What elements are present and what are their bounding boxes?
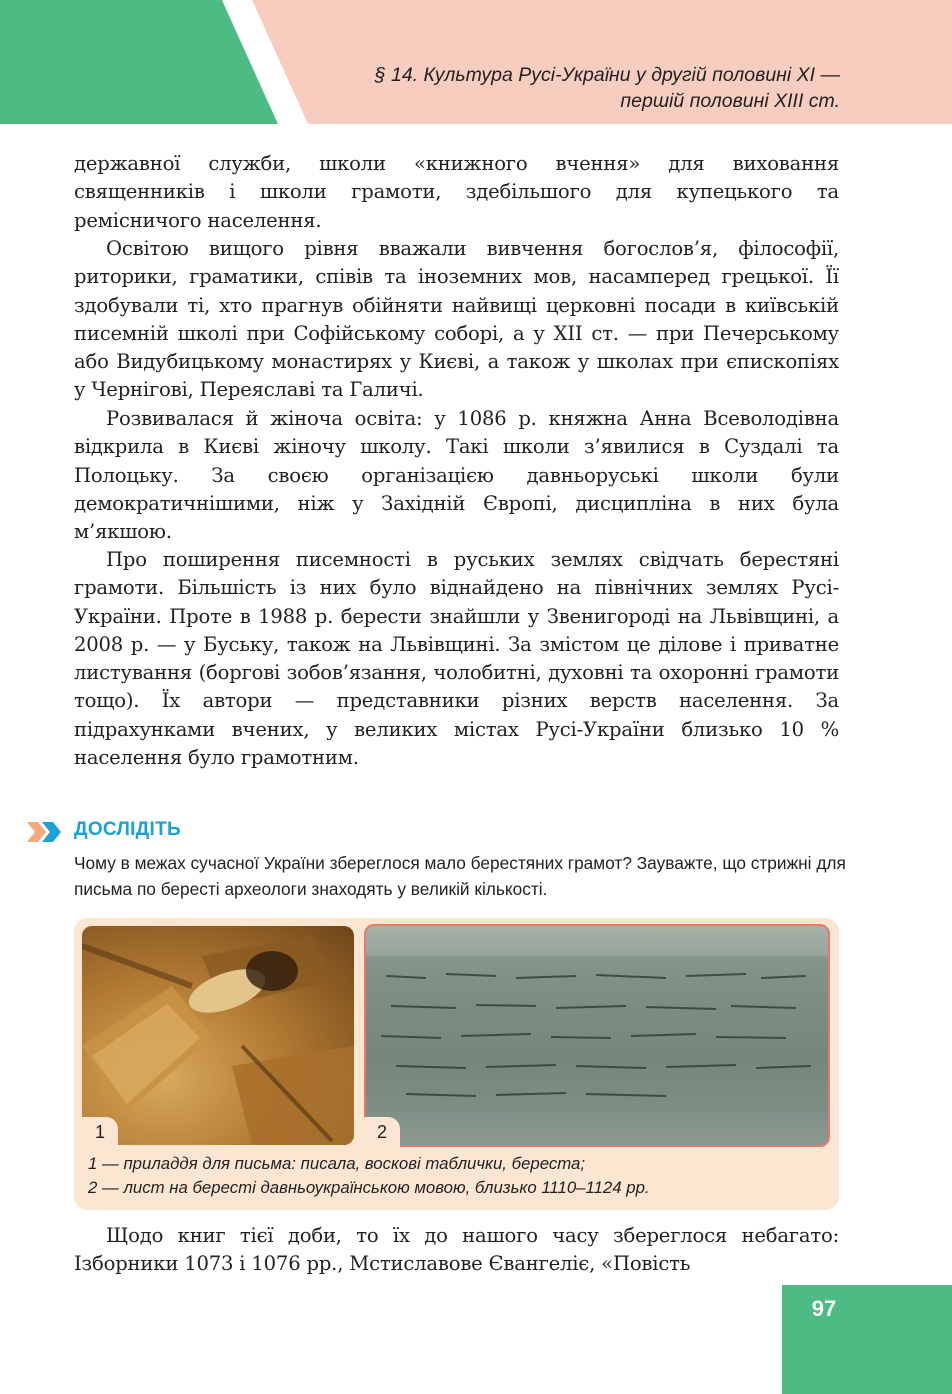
page-number: 97: [811, 1296, 837, 1321]
chevron-arrows-icon: [27, 820, 67, 844]
birchbark-letter-photo: [364, 924, 830, 1147]
figure-caption: [88, 1152, 828, 1200]
paragraph-2: Освітою вищого рівня вважали вивчення богослов’я, філософії, риторики, граматики, співів та іноземних мов, насамперед грецької. Її здобували ті, хто прагнув обійняти найвищі церковні посади в київській писемній школі при Софійському соборі, а у XII ст. — при Печерському або Видубицькому монастирях у Києві, а також у школах при єпископіях у Чернігові, Переяславі та Галичі.: [74, 237, 839, 402]
figure-caption-line2: 2 — лист на бересті давньоукраїнською мовою, близько 1110–1124 рр.: [88, 1178, 650, 1197]
figure-label-2: 2: [364, 1117, 400, 1147]
writing-tools-photo: [82, 926, 354, 1145]
writing-tools-illustration: [82, 926, 354, 1145]
investigate-title: ДОСЛІДІТЬ: [74, 819, 181, 840]
section-title-line1: § 14. Культура Русі-України у другій половині XI —: [374, 64, 840, 86]
paragraph-4: Про поширення писемності в руських землях свідчать берестяні грамоти. Більшість із них було віднайдено на північних землях Русі-України. Проте в 1988 р. берести знайшли у Звенигороді на Львівщині, а 2008 р. — у Буську, також на Львівщині. За змістом це ділове і приватне листування (боргові зобов’язання, чолобитні, духовні та охоронні грамоти тощо). Їх автори — представники різних верств населення. За підрахунками вчених, у великих містах Русі-України близько 10 % населення було грамотним.: [74, 548, 839, 770]
paragraph-5: Щодо книг тієї доби, то їх до нашого часу збереглося небагато: Ізборники 1073 і 1076 рр., Мстиславове Євангеліє, «Повість: [74, 1224, 839, 1276]
figure-caption-line1: 1 — приладдя для письма: писала, воскові таблички, береста;: [88, 1154, 586, 1173]
section-title: [280, 62, 840, 114]
investigate-text: Чому в межах сучасної України збереглося мало берестяних грамот? Зауважте, що стрижні для письма по бересті археологи знаходять у великій кількості.: [74, 853, 846, 899]
birchbark-letter-illustration: [366, 926, 828, 1145]
paragraph-3: Розвивалася й жіноча освіта: у 1086 р. княжна Анна Всеволодівна відкрила в Києві жіночу школу. Такі школи з’явилися в Суздалі та Полоцьку. За своєю організацією давньоруські школи були демократичнішими, ніж у Західній Європі, дисципліна в них була м’якшою.: [74, 407, 839, 544]
section-title-line2: першій половині XIII ст.: [620, 90, 840, 112]
figure-label-1: 1: [82, 1117, 118, 1147]
paragraph-1: державної служби, школи «книжного вчення» для виховання священників і школи грамоти, здебільшого для купецького та ремісничого населення.: [74, 152, 839, 232]
